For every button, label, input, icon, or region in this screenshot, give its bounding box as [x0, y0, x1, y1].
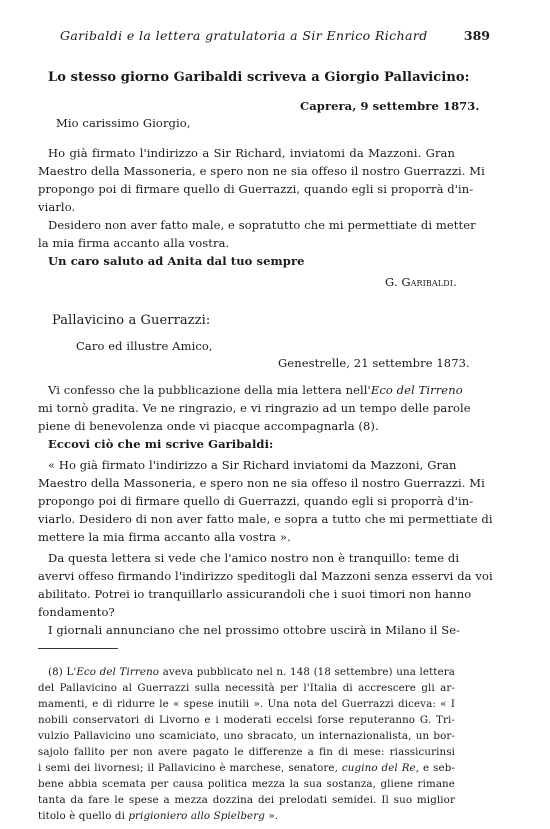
footnote-line1-text: aveva pubblicato nel n. 148 (18 settembre) una lettera: [159, 666, 456, 678]
footnote-line3: mamenti, e di ridurre le « spese inutili ». Una nota del Guerrazzi diceva: « I: [38, 698, 455, 710]
letter2-p3-line2: avervi offeso firmando l'indirizzo speditogli dal Mazzoni senza esservi da voi: [38, 569, 493, 583]
letter2-salutation: Caro ed illustre Amico,: [76, 339, 213, 353]
footnote-line10: [38, 810, 278, 822]
letter2-p1-line1: [48, 383, 463, 397]
running-header: [60, 28, 490, 43]
quote-line4: viarlo. Desidero di non aver fatto male, e sopra a tutto che mi permettiate di: [38, 512, 493, 526]
letter2-p2: Eccovi ciò che mi scrive Garibaldi:: [48, 437, 274, 451]
footnote-line7: [38, 762, 455, 774]
letter2-p1-line1-text: Vi confesso che la pubblicazione della mia lettera nell': [48, 383, 371, 397]
running-title: Garibaldi e la lettera gratulatoria a Sir Enrico Richard: [60, 28, 428, 43]
footnote-line8: bene abbia scemata per causa politica mezza la sua sostanza, gliene rimane: [38, 778, 455, 790]
letter1-p2-line2: la mia firma accanto alla vostra.: [38, 236, 230, 250]
letter1-salutation: Mio carissimo Giorgio,: [56, 116, 191, 130]
letter2-p1-line3: piene di benevolenza onde vi piacque accompagnarla (8).: [38, 419, 379, 433]
letter1-dateline: Caprera, 9 settembre 1873.: [300, 99, 480, 113]
letter1-p1-line1: Ho già firmato l'indirizzo a Sir Richard, inviatomi da Mazzoni. Gran: [48, 146, 455, 160]
eco-del-tirreno-title: Eco del Tirreno: [370, 383, 463, 397]
footnote-line5: vulzio Pallavicino uno scamiciato, uno sbracato, un internazionalista, un bor-: [38, 730, 455, 742]
letter2-p4: I giornali annunciano che nel prossimo ottobre uscirà in Milano il Se-: [48, 623, 461, 637]
footnote-line9: tanta da fare le spese a mezza dozzina dei prelodati semidei. Il suo miglior: [38, 794, 455, 806]
letter1-signature: G. Garibaldi.: [385, 275, 457, 289]
footnote-line10-text: titolo è quello di: [38, 810, 129, 822]
letter1-p1-line4: viarlo.: [38, 200, 76, 214]
footnote-line2: del Pallavicino al Guerrazzi sulla necessità per l'Italia di accrescere gli ar-: [38, 682, 455, 694]
footnote-spielberg: prigioniero allo Spielberg: [128, 810, 265, 822]
letter1-closing: Un caro saluto ad Anita dal tuo sempre: [48, 254, 305, 268]
letter1-intro: Lo stesso giorno Garibaldi scriveva a Giorgio Pallavicino:: [48, 70, 470, 85]
footnote-line1: [48, 666, 455, 678]
quote-line2: Maestro della Massoneria, e spero non ne sia offeso il nostro Guerrazzi. Mi: [38, 476, 485, 490]
letter2-p3-line3: abilitato. Potrei io tranquillarlo assicurandoli che i suoi timori non hanno: [38, 587, 472, 601]
footnote-line7-text: i semi dei livornesi; il Pallavicino è marchese, senatore,: [38, 762, 338, 774]
letter1-p1-line3: propongo poi di firmare quello di Guerrazzi, quando egli si proporrà d'in-: [38, 182, 474, 196]
letter2-dateline: Genestrelle, 21 settembre 1873.: [278, 356, 470, 370]
footnote-rule: [38, 648, 118, 649]
footnote-line7-end: e seb-: [419, 762, 455, 774]
letter2-p3-line4: fondamento?: [38, 605, 115, 619]
page-number: 389: [463, 28, 490, 43]
letter2-p1-line2: mi tornò gradita. Ve ne ringrazio, e vi ringrazio ad un tempo delle parole: [38, 401, 471, 415]
footnote-eco-title: Eco del Tirreno: [76, 666, 160, 678]
letter2-heading: Pallavicino a Guerrazzi:: [52, 313, 211, 328]
footnote-cugino-del-re: cugino del Re,: [341, 762, 420, 774]
quote-line3: propongo poi di firmare quello di Guerrazzi, quando egli si proporrà d'in-: [38, 494, 474, 508]
footnote-line4: nobili conservatori di Livorno e i moderati eccelsi forse reputeranno G. Tri-: [38, 714, 455, 726]
quote-line1: « Ho già firmato l'indirizzo a Sir Richard inviatomi da Mazzoni, Gran: [48, 458, 457, 472]
letter2-p3-line1: Da questa lettera si vede che l'amico nostro non è tranquillo: teme di: [48, 551, 460, 565]
footnote-line10-end: ».: [264, 810, 279, 822]
letter1-p1-line2: Maestro della Massoneria, e spero non ne sia offeso il nostro Guerrazzi. Mi: [38, 164, 485, 178]
footnote-number: (8) L': [48, 666, 77, 678]
footnote-line6: sajolo fallito per non avere pagato le differenze a fin di mese: riassicurinsi: [38, 746, 455, 758]
quote-line5: mettere la mia firma accanto alla vostra ».: [38, 530, 291, 544]
letter1-p2-line1: Desidero non aver fatto male, e sopratutto che mi permettiate di metter: [48, 218, 476, 232]
